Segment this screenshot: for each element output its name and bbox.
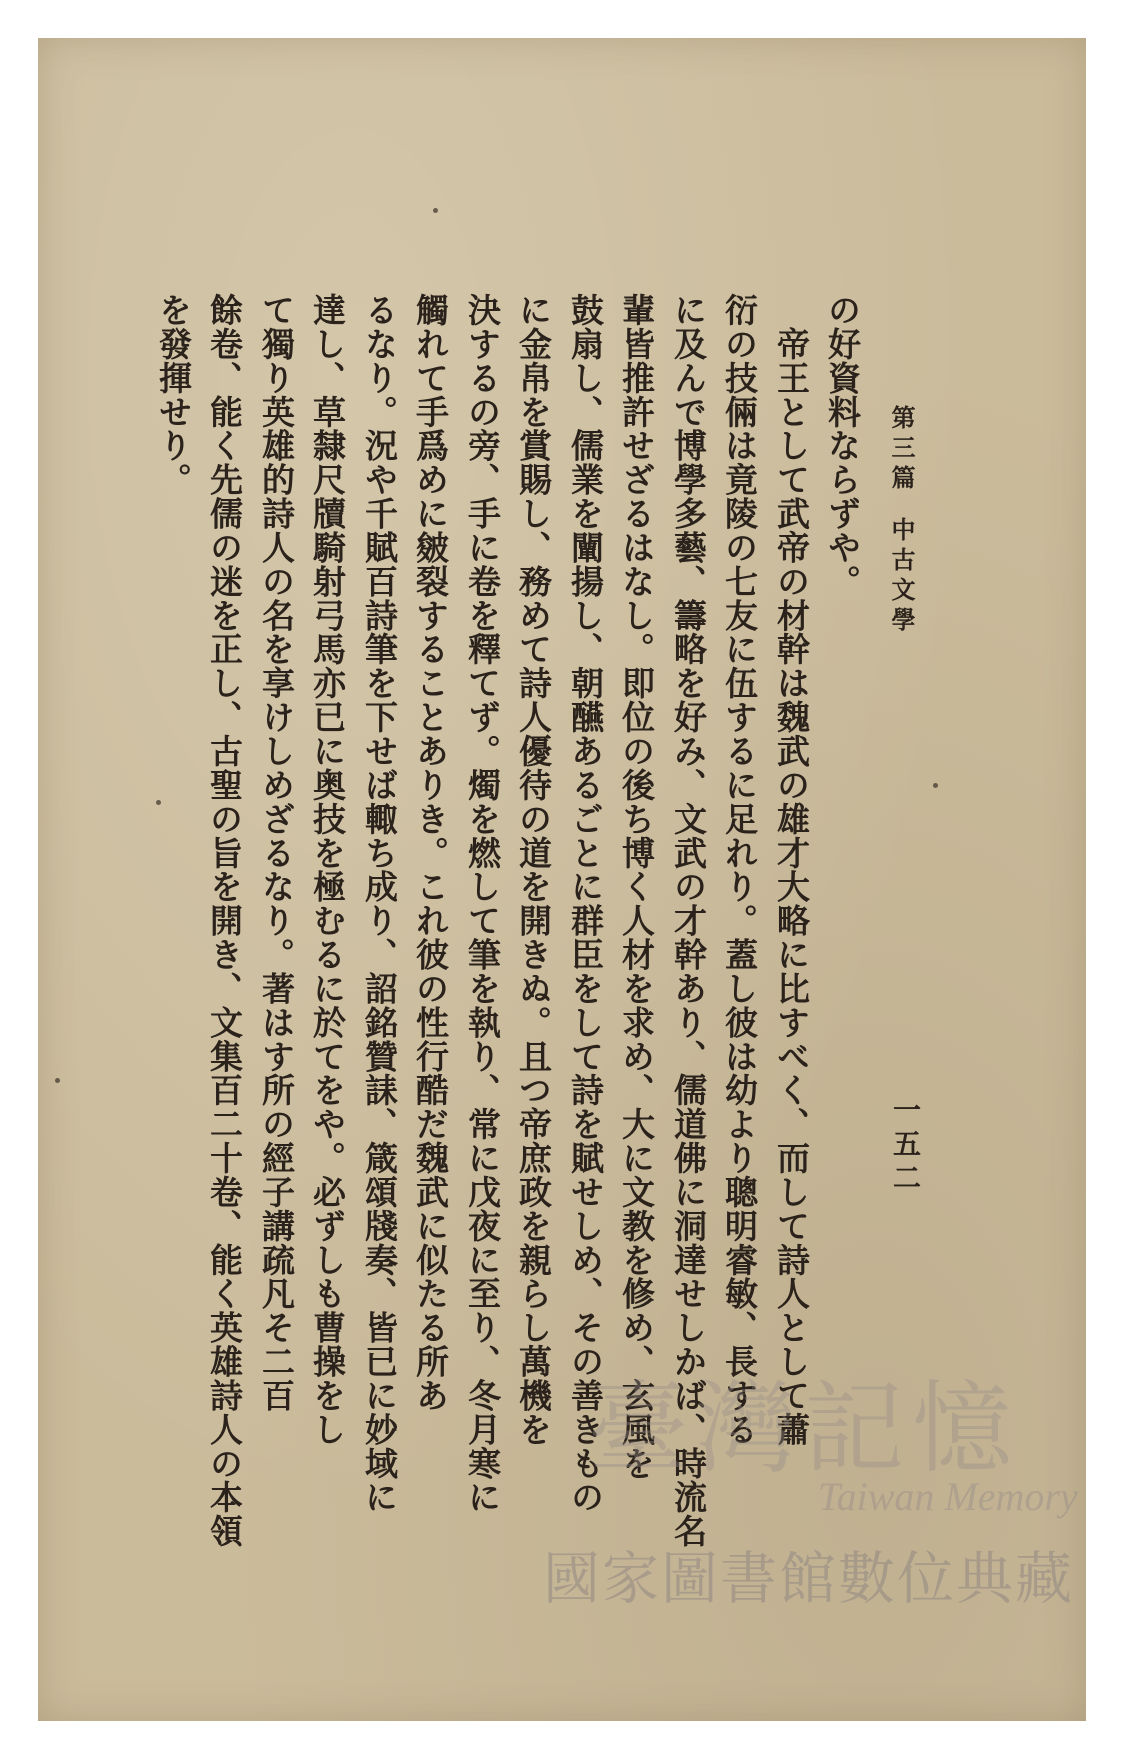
paper-speck	[933, 783, 938, 788]
watermark-org: 國家圖書館數位典藏	[543, 1546, 1074, 1612]
book-page	[38, 38, 1086, 1721]
text-line: 決するの旁、手に卷を釋てず。燭を燃して筆を執り、常に戊夜に至り、冬月寒に	[463, 293, 502, 1515]
text-line: るなり。況や千賦百詩筆を下せば輙ち成り、詔銘贊誄、箴頌牋奏、皆已に妙域に	[360, 293, 399, 1515]
text-line: て獨り英雄的詩人の名を享けしめざるなり。著はす所の經子講疏凡そ二百	[257, 293, 296, 1413]
paper-speck	[156, 800, 161, 805]
chapter-title: 中古文學	[887, 517, 916, 637]
paper-speck	[433, 208, 438, 213]
text-line: 輩皆推許せざるはなし。即位の後ち博く人材を求め、大に文教を修め、玄風を	[617, 293, 656, 1481]
text-line: を發揮せり。	[154, 293, 193, 497]
text-line: 達し、草隸尺牘騎射弓馬亦已に奥技を極むるに於てをや。必ずしも曹操をし	[308, 293, 347, 1447]
watermark-latin: Taiwan Memory	[818, 1474, 1078, 1519]
section-label: 第三篇	[887, 405, 916, 495]
text-line: 帝王として武帝の材幹は魏武の雄才大略に比すべく、而して詩人として蕭	[772, 293, 811, 1447]
text-line: 衍の技倆は竟陵の七友に伍するに足れり。蓋し彼は幼より聰明睿敏、長する	[720, 293, 759, 1447]
text-line: に及んで博學多藝、籌略を好み、文武の才幹あり、儒道佛に洞達せしかば、時流名	[669, 293, 708, 1549]
paper-speck	[55, 1078, 60, 1083]
running-header	[884, 405, 919, 637]
text-line: 觸れて手爲めに皴裂することありき。これ彼の性行酷だ魏武に似たる所あ	[411, 293, 450, 1413]
text-line: の好資料ならずや。	[823, 293, 862, 599]
text-line: に金帛を賞賜し、務めて詩人優待の道を開きぬ。且つ帝庶政を親らし萬機を	[514, 293, 553, 1447]
watermark-seal: 臺灣記憶	[588, 1370, 1020, 1487]
text-line: 鼓扇し、儒業を闡揚し、朝醼あるごとに群臣をして詩を賦せしめ、その善きもの	[566, 293, 605, 1515]
page-number: 一五二	[889, 1095, 922, 1197]
text-line: 餘卷、能く先儒の迷を正し、古聖の旨を開き、文集百二十卷、能く英雄詩人の本領	[205, 293, 244, 1549]
